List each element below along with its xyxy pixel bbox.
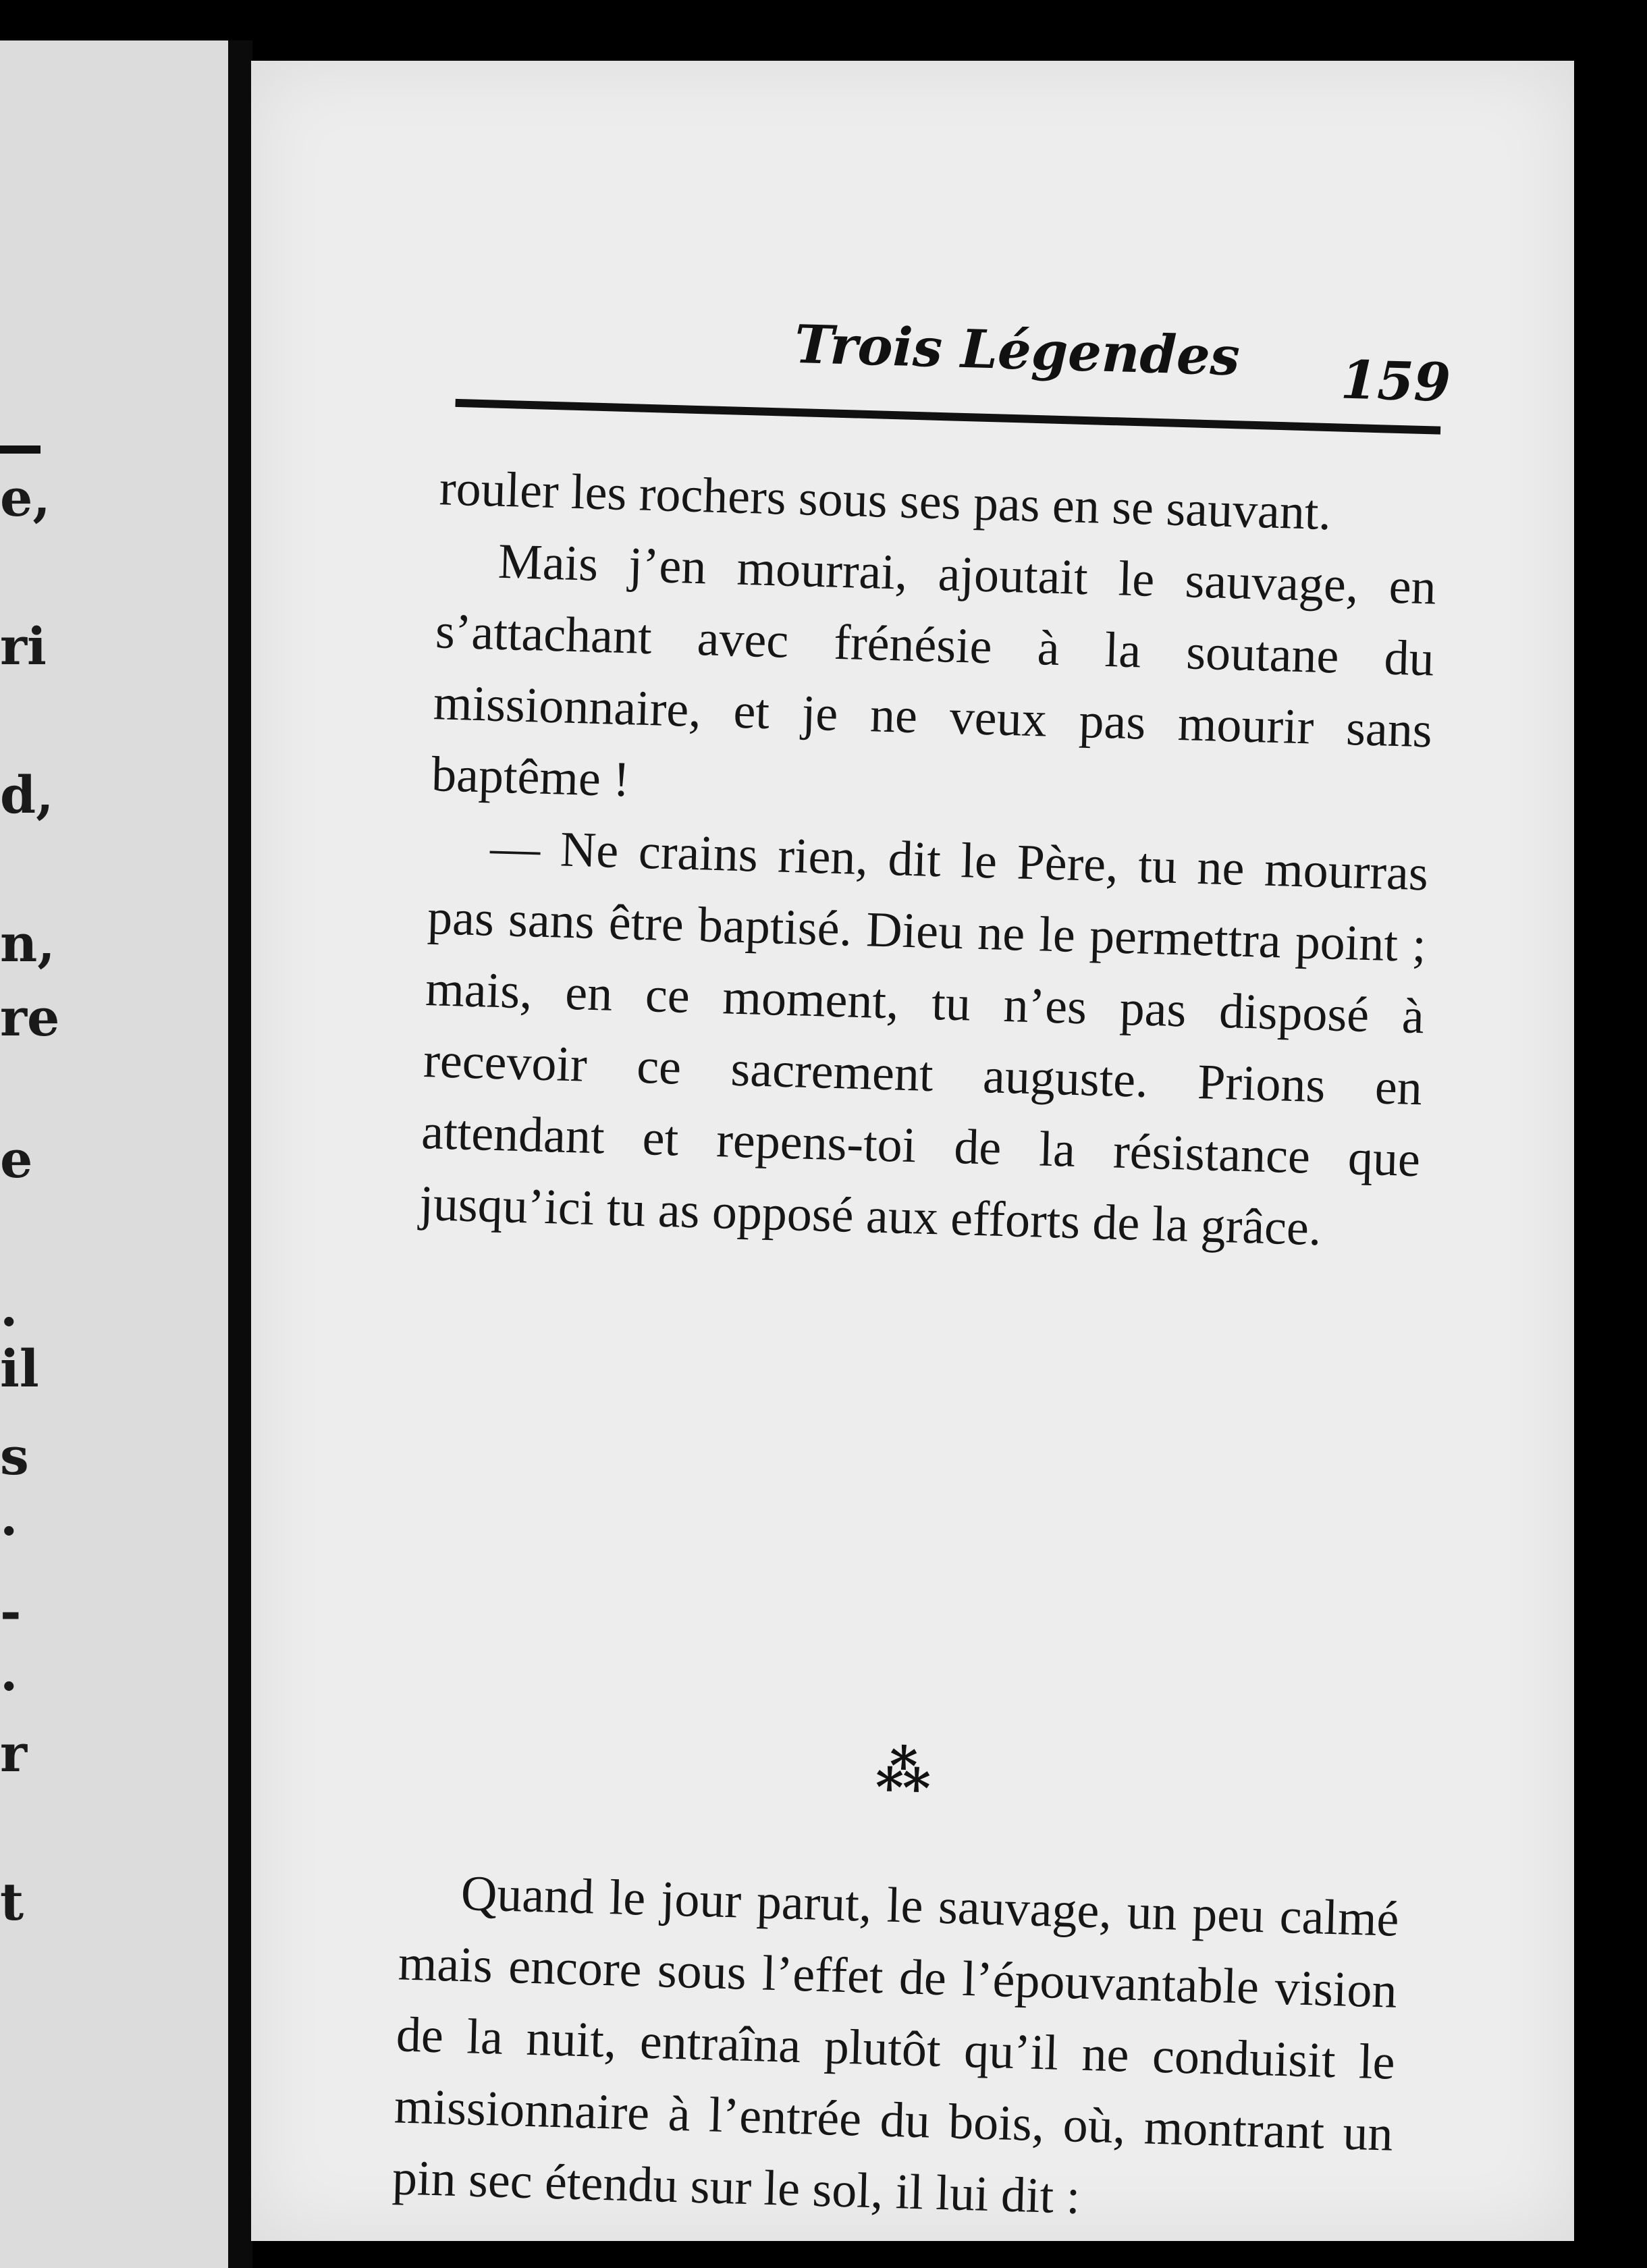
section-break-asterism: ⁂ bbox=[875, 1738, 932, 1804]
previous-page-fragment: il bbox=[0, 1339, 39, 1399]
previous-page-fragment: - bbox=[0, 1582, 22, 1642]
previous-page-edge bbox=[0, 40, 233, 2268]
running-head: Trois Légendes bbox=[793, 313, 1241, 388]
previous-page-fragment: r bbox=[0, 1723, 28, 1783]
book-page bbox=[251, 61, 1574, 2241]
previous-page-fragment: d, bbox=[0, 765, 54, 825]
previous-page-fragment: t bbox=[0, 1872, 24, 1932]
paragraph: Mais j’en mourrai, ajoutait le sauvage, en s’attachant avec frénésie à la soutane du missionnaire, et je ne veux pas mourir sans baptême ! bbox=[431, 533, 1437, 808]
paragraph: Quand le jour parut, le sauvage, un peu calmé mais encore sous l’effet de l’épouvantable vision de la nuit, entraîna plutôt qu’il ne conduisit le missionnaire à l’entrée du bois, où, montrant un pin sec étendu sur le sol, il lui dit : bbox=[392, 1866, 1400, 2225]
previous-page-rule bbox=[0, 446, 40, 454]
previous-page-fragment: n, bbox=[0, 913, 55, 973]
previous-page-fragment: e bbox=[0, 1129, 33, 1189]
previous-page-fragment: re bbox=[0, 988, 60, 1048]
previous-page-fragment: . bbox=[0, 1278, 18, 1338]
body-text bbox=[392, 452, 1439, 2225]
page-number: 159 bbox=[1339, 349, 1452, 414]
previous-page-fragment: . bbox=[0, 1642, 18, 1702]
paragraph: rouler les rochers sous ses pas en se sauvant. bbox=[438, 460, 1332, 541]
previous-page-fragment: e, bbox=[0, 468, 51, 528]
previous-page-fragment: . bbox=[0, 1487, 18, 1547]
previous-page-fragment: ri bbox=[0, 616, 47, 676]
previous-page-fragment: s bbox=[0, 1426, 29, 1486]
page-content bbox=[209, 43, 1592, 2259]
header-rule bbox=[455, 399, 1440, 435]
paragraph: — Ne crains rien, dit le Père, tu ne mourras pas sans être baptisé. Dieu ne le permettra point ; mais, en ce moment, tu n’es pas disposé à recevoir ce sacrement auguste. Prions en attendant et repens-toi de la résistance que jusqu’ici tu as opposé aux efforts de la grâce. bbox=[418, 819, 1429, 1257]
